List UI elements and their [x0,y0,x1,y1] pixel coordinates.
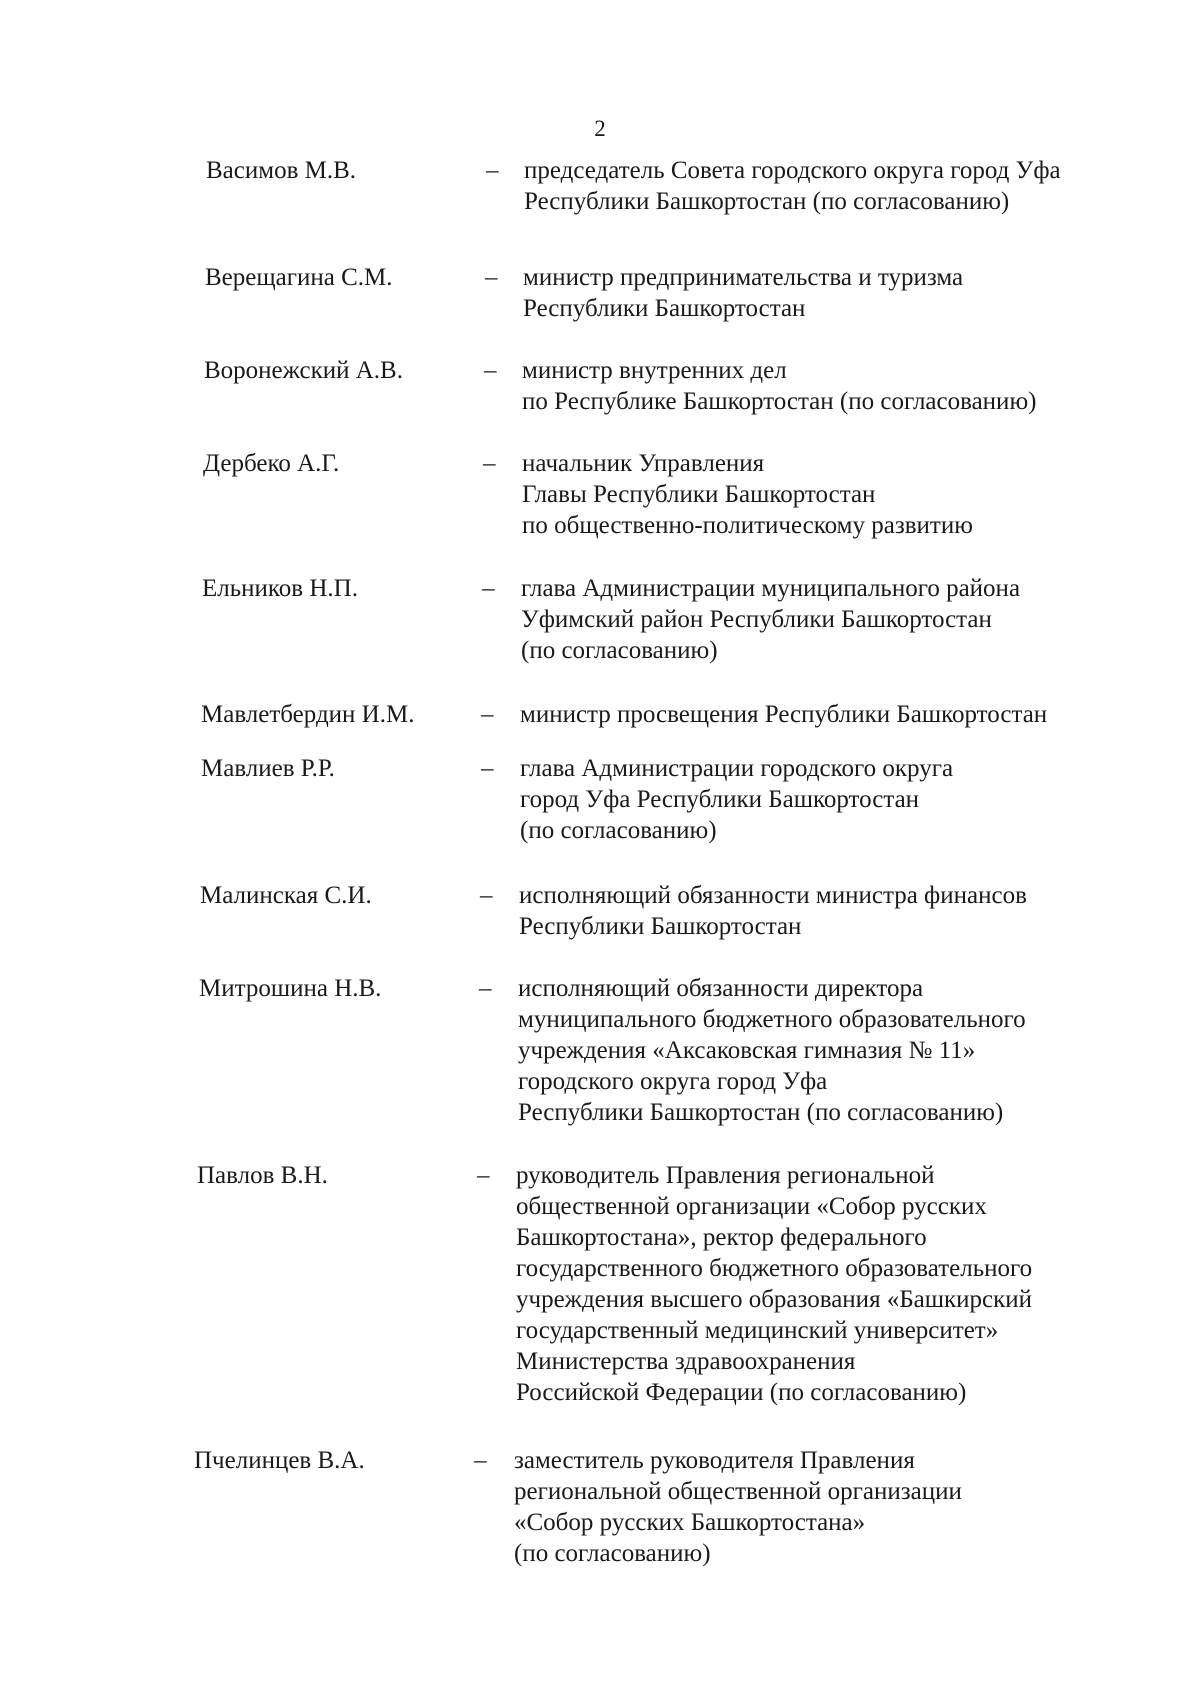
dash: – [481,755,494,782]
position-line: начальник Управления [522,450,765,477]
member-position [522,355,1036,417]
position-line: городского округа город Уфа [518,1068,828,1095]
position-line: по общественно-политическому развитию [522,512,973,539]
position-line: Республики Башкортостан [519,913,802,940]
member-name: Мавлетбердин И.М. [201,701,415,728]
member-name: Малинская С.И. [200,882,372,909]
member-position [520,753,953,846]
member-position [514,1445,962,1569]
position-line: Главы Республики Башкортостан [522,481,876,508]
member-name: Дербеко А.Г. [203,450,340,477]
member-name: Ельников Н.П. [202,575,358,602]
member-position [523,262,963,324]
member-position [516,1160,1032,1408]
position-line: Башкортостана», ректор федерального [516,1224,927,1251]
position-line: Республики Башкортостан (по согласованию) [518,1099,1004,1126]
position-line: руководитель Правления региональной [516,1162,935,1189]
position-line: глава Администрации городского округа [520,755,954,782]
member-name: Мавлиев Р.Р. [201,755,335,782]
position-line: город Уфа Республики Башкортостан [520,786,920,813]
member-name: Пчелинцев В.А. [194,1447,365,1474]
dash: – [484,357,497,384]
position-line: (по согласованию) [520,817,717,844]
position-line: председатель Совета городского округа город Уфа [524,157,1061,184]
position-line: глава Администрации муниципального района [521,575,1021,602]
position-line: заместитель руководителя Правления [514,1447,915,1474]
position-line: Республики Башкортостан (по согласованию) [524,188,1010,215]
position-line: (по согласованию) [514,1540,711,1567]
position-line: учреждения высшего образования «Башкирский [516,1286,1033,1313]
position-line: «Собор русских Башкортостана» [514,1509,866,1536]
position-line: государственный медицинский университет» [516,1317,999,1344]
position-line: региональной общественной организации [514,1478,962,1505]
position-line: (по согласованию) [521,637,718,664]
page-number: 2 [594,116,606,141]
position-line: Республики Башкортостан [523,295,806,322]
member-name: Верещагина С.М. [205,264,393,291]
dash: – [485,264,498,291]
position-line: министр внутренних дел [522,357,787,384]
member-position [518,973,1026,1128]
dash: – [477,1162,490,1189]
position-line: Министерства здравоохранения [516,1348,856,1375]
position-line: Российской Федерации (по согласованию) [516,1379,967,1406]
member-position [520,699,1047,730]
dash: – [483,450,496,477]
position-line: министр просвещения Республики Башкортостан [520,701,1048,728]
position-line: учреждения «Аксаковская гимназия № 11» [518,1037,976,1064]
position-line: министр предпринимательства и туризма [523,264,964,291]
member-position [524,155,1061,217]
position-line: государственного бюджетного образовательного [516,1255,1033,1282]
dash: – [482,575,495,602]
member-position [522,448,973,541]
position-line: исполняющий обязанности министра финансов [519,882,1027,909]
position-line: общественной организации «Собор русских [516,1193,987,1220]
member-position [521,573,1020,666]
member-name: Павлов В.Н. [197,1162,328,1189]
member-name: Митрошина Н.В. [199,975,382,1002]
dash: – [481,701,494,728]
position-line: по Республике Башкортостан (по согласованию) [522,388,1037,415]
position-line: муниципального бюджетного образовательного [518,1006,1026,1033]
position-line: исполняющий обязанности директора [518,975,924,1002]
position-line: Уфимский район Республики Башкортостан [521,606,992,633]
member-name: Воронежский А.В. [204,357,403,384]
dash: – [479,975,492,1002]
member-position [519,880,1027,942]
dash: – [486,157,499,184]
dash: – [474,1447,487,1474]
dash: – [480,882,493,909]
member-name: Васимов М.В. [206,157,357,184]
